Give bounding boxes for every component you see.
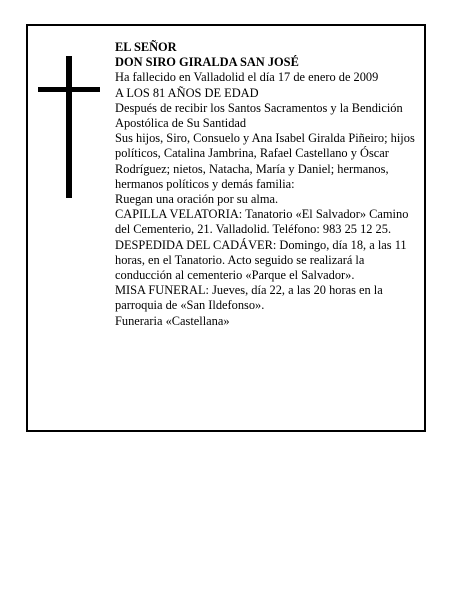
funeral-mass-info: MISA FUNERAL: Jueves, día 22, a las 20 horas en la parroquia de «San Ildefonso». — [115, 283, 383, 313]
notice-text — [115, 40, 417, 329]
obituary-notice — [26, 24, 426, 432]
deceased-name: DON SIRO GIRALDA SAN JOSÉ — [115, 55, 299, 70]
cross-horizontal-bar — [38, 87, 100, 92]
death-date: Ha fallecido en Valladolid el día 17 de enero de 2009 — [115, 70, 379, 85]
deceased-title: EL SEÑOR — [115, 40, 177, 54]
prayer-request: Ruegan una oración por su alma. — [115, 192, 279, 207]
chapel-info: CAPILLA VELATORIA: Tanatorio «El Salvador» Camino del Cementerio, 21. Valladolid. Teléfono: 983 25 12 25. — [115, 207, 409, 237]
sacraments-line: Después de recibir los Santos Sacramentos y la Bendición Apostólica de Su Santidad — [115, 100, 403, 131]
age-line: A LOS 81 AÑOS DE EDAD — [115, 85, 259, 100]
family-list: Sus hijos, Siro, Consuelo y Ana Isabel Giralda Piñeiro; hijos políticos, Catalina Jambrina, Rafael Castellano y Óscar Rodríguez; nietos, Natacha, María y Daniel; hermanos, hermanos políticos y demás familia: — [115, 131, 415, 191]
funeral-home: Funeraria «Castellana» — [115, 313, 230, 328]
latin-cross-icon — [38, 56, 100, 198]
cross-vertical-bar — [66, 56, 72, 198]
farewell-info: DESPEDIDA DEL CADÁVER: Domingo, día 18, a las 11 horas, en el Tanatorio. Acto seguido se realizará la conducción al cementerio «Parque el Salvador». — [115, 237, 407, 283]
